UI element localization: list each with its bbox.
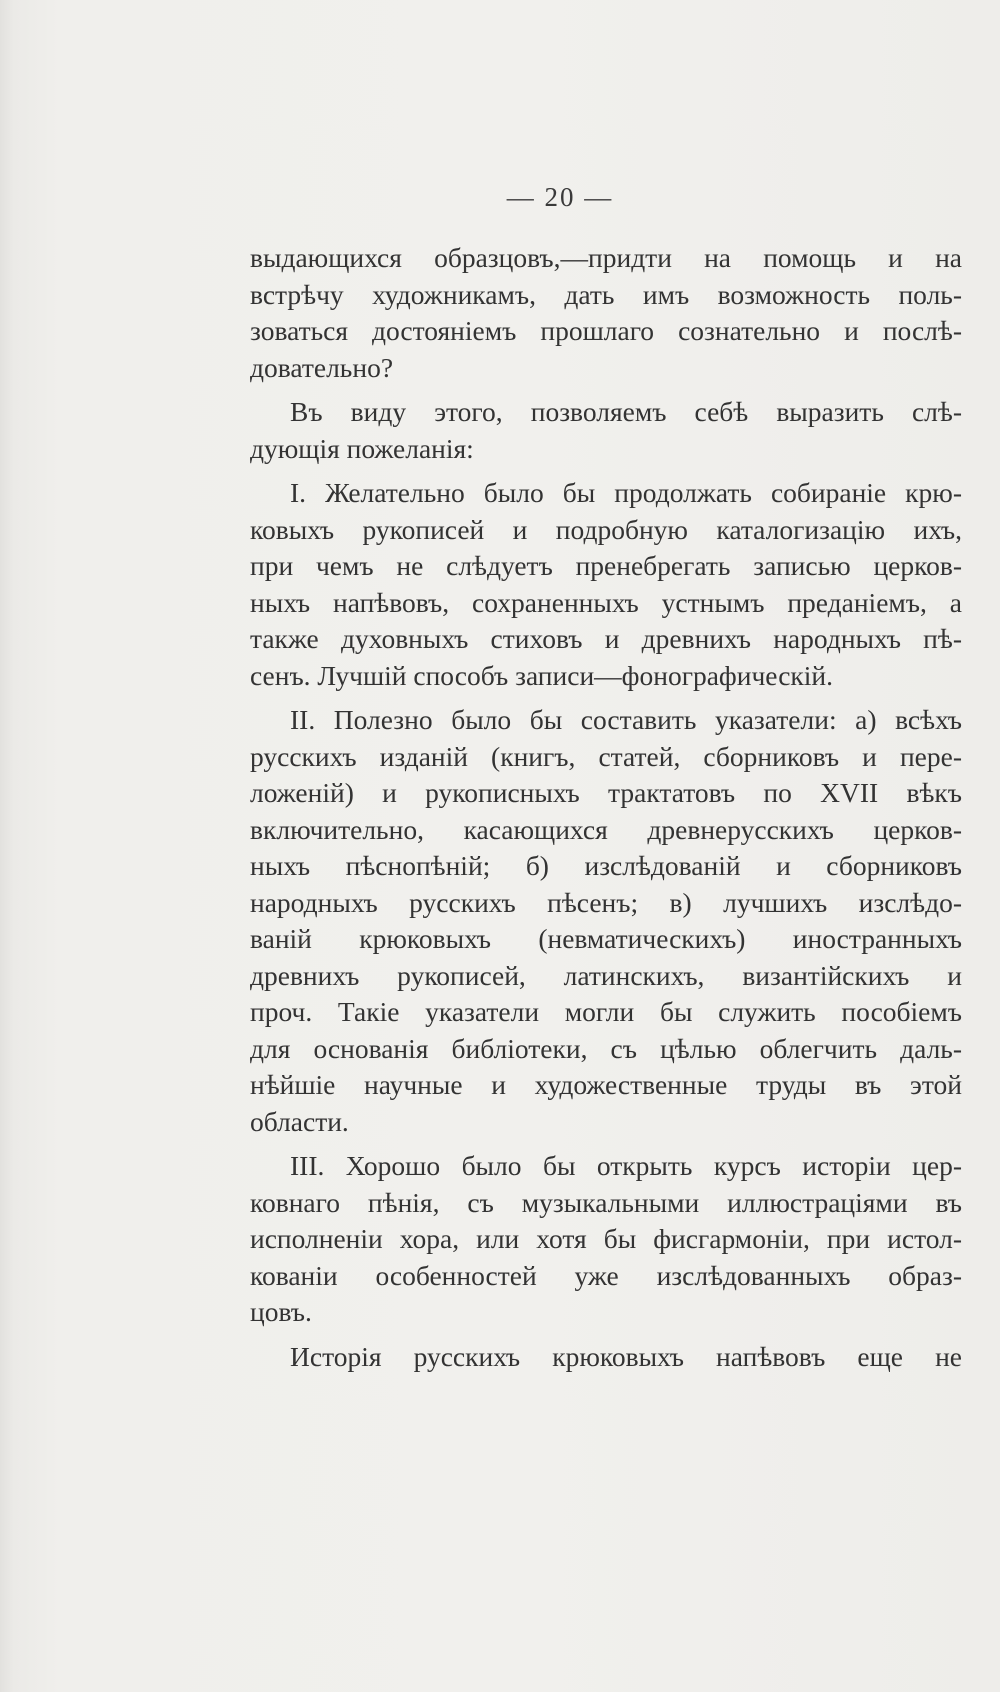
text-line: нѣйшіе научные и художественные труды въ этой (250, 1069, 962, 1100)
text-line: II. Полезно было бы составить указатели: а) всѣхъ (290, 704, 962, 735)
body-text (250, 240, 962, 1375)
text-line: I. Желательно было бы продолжать собираніе крю- (290, 477, 962, 508)
text-line: ваній крюковыхъ (невматическихъ) иностранныхъ (250, 923, 962, 954)
text-line: ковыхъ рукописей и подробную каталогизацію ихъ, (250, 513, 962, 545)
text-line: включительно, касающихся древнерусскихъ церков- (250, 813, 962, 845)
paragraph-item-2 (250, 702, 962, 1140)
text-line: также духовныхъ стиховъ и древнихъ народныхъ пѣ- (250, 623, 962, 654)
text-line: дующія пожеланія: (250, 432, 474, 464)
text-line: ложеній) и рукописныхъ трактатовъ по XVII вѣкъ (250, 777, 962, 808)
text-line: сенъ. Лучшій способъ записи—фонографическій. (250, 659, 833, 691)
paragraph-intro (250, 394, 962, 467)
paragraph-continuation (250, 240, 962, 386)
text-line: III. Хорошо было бы открыть курсъ исторіи цер- (290, 1150, 962, 1181)
text-line: для основанія библіотеки, съ цѣлью облегчить даль- (250, 1032, 962, 1064)
paragraph-item-3 (250, 1148, 962, 1331)
text-line: исполненіи хора, или хотя бы фисгармоніи, при истол- (250, 1223, 962, 1254)
paragraph-history (250, 1339, 962, 1376)
page-number: — 20 — (506, 182, 614, 212)
text-line: выдающихся образцовъ,—придти на помощь и на (250, 242, 962, 273)
text-line: Въ виду этого, позволяемъ себѣ выразить слѣ- (290, 396, 962, 427)
text-line: народныхъ русскихъ пѣсенъ; в) лучшихъ изслѣдо- (250, 886, 962, 918)
text-line: Исторія русскихъ крюковыхъ напѣвовъ еще не (290, 1340, 962, 1372)
text-line: русскихъ изданій (книгъ, статей, сборниковъ и пере- (250, 740, 962, 772)
text-line: ныхъ пѣснопѣній; б) изслѣдованій и сборниковъ (250, 850, 962, 881)
text-line: ныхъ напѣвовъ, сохраненныхъ устнымъ преданіемъ, а (250, 586, 962, 618)
text-line: ковнаго пѣнія, съ музыкальными иллюстраціями въ (250, 1186, 962, 1218)
text-line: встрѣчу художникамъ, дать имъ возможность поль- (250, 278, 962, 310)
text-line: при чемъ не слѣдуетъ пренебрегать записью церков- (250, 550, 962, 581)
text-line: довательно? (250, 351, 394, 383)
text-line: древнихъ рукописей, латинскихъ, византійскихъ и (250, 959, 962, 991)
text-line: цовъ. (250, 1296, 312, 1327)
text-line: проч. Такіе указатели могли бы служить пособіемъ (250, 996, 962, 1027)
text-line: кованіи особенностей уже изслѣдованныхъ образ- (250, 1259, 962, 1291)
paragraph-item-1 (250, 475, 962, 694)
text-line: зоваться достояніемъ прошлаго сознательно и послѣ- (250, 315, 962, 346)
text-line: области. (250, 1105, 349, 1137)
